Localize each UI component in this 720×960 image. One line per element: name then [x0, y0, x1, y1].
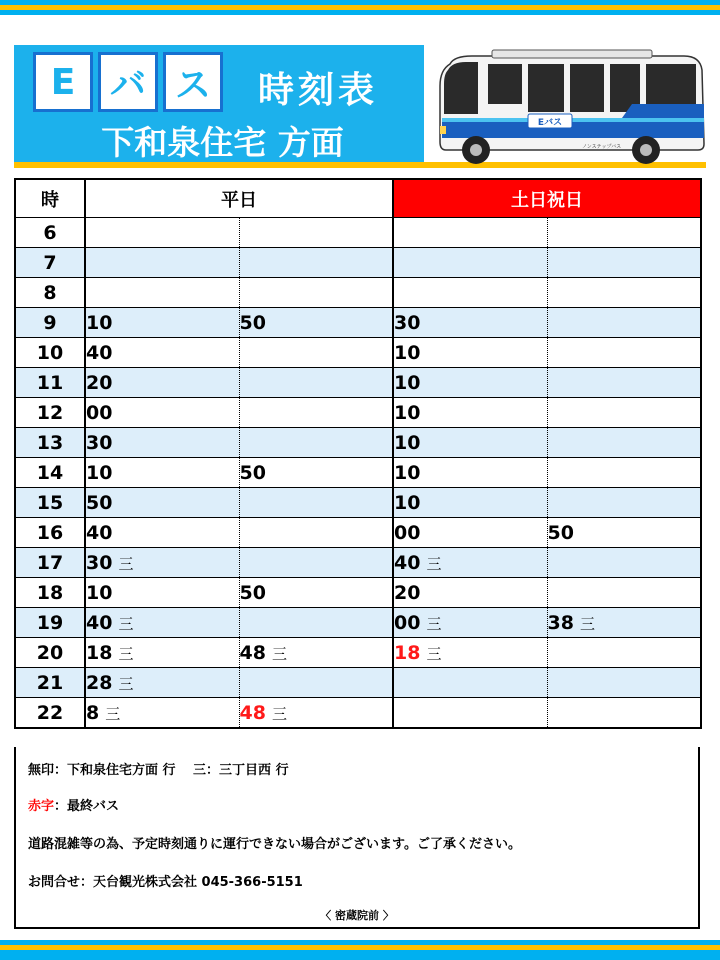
weekday-minute-cell	[239, 518, 393, 548]
minute-value: 10	[86, 311, 113, 334]
holiday-minute-cell	[393, 248, 547, 278]
minute-value: 50	[547, 521, 574, 544]
holiday-minute-cell	[393, 518, 547, 548]
minute-value: 40	[86, 521, 113, 544]
holiday-header: 土日祝日	[393, 179, 701, 218]
weekday-minute-cell	[239, 638, 393, 668]
weekday-header: 平日	[85, 179, 393, 218]
holiday-minute-cell	[547, 338, 701, 368]
timetable-row-9	[15, 308, 701, 338]
route-badge	[33, 52, 223, 112]
hour-cell: 14	[15, 458, 85, 488]
timetable-row-6	[15, 218, 701, 248]
last-bus-note	[28, 795, 119, 814]
minute-value: 50	[86, 491, 113, 514]
minute-value: 8	[86, 701, 100, 724]
hour-cell: 12	[15, 398, 85, 428]
disclaimer-note: 道路混雑等の為、予定時刻通りに運行できない場合がございます。ご了承ください。	[28, 837, 521, 852]
timetable-row-16	[15, 518, 701, 548]
weekday-minute-cell	[85, 368, 239, 398]
weekday-minute-cell	[85, 458, 239, 488]
minute-value: 18	[86, 641, 113, 664]
weekday-minute-cell	[85, 218, 239, 248]
minute-value: 50	[239, 461, 266, 484]
destination-mark: 三	[118, 614, 134, 633]
red-label-desc: ：最終バス	[54, 799, 120, 814]
weekday-minute-cell	[85, 308, 239, 338]
timetable-row-19	[15, 608, 701, 638]
minute-value: 20	[394, 581, 421, 604]
weekday-minute-cell	[85, 578, 239, 608]
timetable-row-15	[15, 488, 701, 518]
weekday-minute-cell	[85, 488, 239, 518]
stop-name: 〈 密蔵院前 〉	[320, 909, 394, 922]
holiday-minute-cell	[393, 278, 547, 308]
timetable-row-13	[15, 428, 701, 458]
weekday-minute-cell	[239, 668, 393, 698]
hour-cell: 7	[15, 248, 85, 278]
minute-value: 10	[394, 341, 421, 364]
holiday-minute-cell	[547, 308, 701, 338]
holiday-minute-cell	[393, 578, 547, 608]
timetable-row-12	[15, 398, 701, 428]
weekday-minute-cell	[239, 608, 393, 638]
hour-cell: 20	[15, 638, 85, 668]
badge-su: ス	[163, 52, 223, 112]
minute-value: 38	[547, 611, 574, 634]
hour-cell: 11	[15, 368, 85, 398]
weekday-minute-cell	[239, 368, 393, 398]
weekday-minute-cell	[239, 338, 393, 368]
hour-cell: 19	[15, 608, 85, 638]
minute-value: 48	[239, 701, 266, 724]
hour-header: 時	[15, 179, 85, 218]
weekday-minute-cell	[85, 608, 239, 638]
weekday-minute-cell	[239, 248, 393, 278]
hour-cell: 8	[15, 278, 85, 308]
destination-mark: 三	[426, 554, 442, 573]
holiday-minute-cell	[393, 338, 547, 368]
minute-value: 10	[394, 401, 421, 424]
weekday-minute-cell	[239, 488, 393, 518]
timetable-row-17	[15, 548, 701, 578]
minute-value: 00	[86, 401, 113, 424]
timetable-row-7	[15, 248, 701, 278]
minute-value: 18	[394, 641, 421, 664]
weekday-minute-cell	[239, 398, 393, 428]
holiday-minute-cell	[547, 368, 701, 398]
bus-illustration	[432, 48, 712, 166]
hour-cell: 22	[15, 698, 85, 729]
minute-value: 30	[394, 311, 421, 334]
holiday-minute-cell	[393, 398, 547, 428]
weekday-minute-cell	[239, 218, 393, 248]
weekday-minute-cell	[239, 698, 393, 729]
destination-mark: 三	[579, 614, 595, 633]
timetable-row-11	[15, 368, 701, 398]
bottom-stripe	[0, 940, 720, 960]
weekday-minute-cell	[85, 338, 239, 368]
minute-value: 10	[394, 461, 421, 484]
contact-note: お問合せ：天台観光株式会社 045-366-5151	[28, 875, 303, 890]
destination-mark: 三	[271, 644, 287, 663]
weekday-minute-cell	[239, 578, 393, 608]
timetable-header-row	[15, 179, 701, 218]
holiday-minute-cell	[393, 368, 547, 398]
weekday-minute-cell	[85, 668, 239, 698]
minute-value: 10	[86, 581, 113, 604]
destination-mark: 三	[118, 554, 134, 573]
weekday-minute-cell	[239, 308, 393, 338]
hour-cell: 21	[15, 668, 85, 698]
weekday-minute-cell	[85, 548, 239, 578]
minute-value: 40	[86, 341, 113, 364]
hour-cell: 18	[15, 578, 85, 608]
bus-side-text: ノンステップバス	[582, 144, 622, 150]
red-label: 赤字	[28, 799, 55, 814]
holiday-minute-cell	[393, 608, 547, 638]
minute-value: 40	[394, 551, 421, 574]
holiday-minute-cell	[393, 668, 547, 698]
minute-value: 20	[86, 371, 113, 394]
holiday-minute-cell	[547, 698, 701, 729]
holiday-minute-cell	[393, 698, 547, 729]
holiday-minute-cell	[547, 488, 701, 518]
holiday-minute-cell	[393, 308, 547, 338]
holiday-minute-cell	[547, 668, 701, 698]
minute-value: 10	[394, 431, 421, 454]
weekday-minute-cell	[85, 428, 239, 458]
timetable-row-18	[15, 578, 701, 608]
hour-cell: 16	[15, 518, 85, 548]
minute-value: 30	[86, 431, 113, 454]
holiday-minute-cell	[393, 488, 547, 518]
holiday-minute-cell	[547, 398, 701, 428]
badge-e: E	[33, 52, 93, 112]
weekday-minute-cell	[239, 428, 393, 458]
destination-mark: 三	[118, 674, 134, 693]
timetable-row-10	[15, 338, 701, 368]
minute-value: 10	[86, 461, 113, 484]
minute-value: 00	[394, 521, 421, 544]
holiday-minute-cell	[393, 218, 547, 248]
destination-mark: 三	[426, 644, 442, 663]
direction-title: 下和泉住宅 方面	[101, 123, 344, 162]
holiday-minute-cell	[393, 548, 547, 578]
timetable-row-14	[15, 458, 701, 488]
destination-mark: 三	[271, 704, 287, 723]
holiday-minute-cell	[547, 458, 701, 488]
holiday-minute-cell	[547, 218, 701, 248]
minute-value: 50	[239, 311, 266, 334]
weekday-minute-cell	[85, 638, 239, 668]
timetable	[14, 178, 700, 748]
minute-value: 48	[239, 641, 266, 664]
minute-value: 40	[86, 611, 113, 634]
hour-cell: 9	[15, 308, 85, 338]
hour-cell: 15	[15, 488, 85, 518]
hour-cell: 13	[15, 428, 85, 458]
holiday-minute-cell	[547, 638, 701, 668]
minute-value: 28	[86, 671, 113, 694]
weekday-minute-cell	[239, 548, 393, 578]
weekday-minute-cell	[239, 458, 393, 488]
timetable-grid	[14, 178, 702, 729]
holiday-minute-cell	[547, 518, 701, 548]
weekday-minute-cell	[85, 698, 239, 729]
page-title: 時刻表	[258, 70, 379, 111]
bus-sign-text: Eバス	[537, 118, 563, 128]
timetable-row-20	[15, 638, 701, 668]
destination-mark: 三	[118, 644, 134, 663]
legend-note: 無印：下和泉住宅方面 行 三：三丁目西 行	[28, 763, 289, 778]
holiday-minute-cell	[547, 608, 701, 638]
weekday-minute-cell	[85, 248, 239, 278]
hour-cell: 10	[15, 338, 85, 368]
notes-section	[14, 747, 700, 929]
weekday-minute-cell	[85, 278, 239, 308]
holiday-minute-cell	[547, 548, 701, 578]
weekday-minute-cell	[85, 518, 239, 548]
holiday-minute-cell	[393, 458, 547, 488]
hour-cell: 17	[15, 548, 85, 578]
holiday-minute-cell	[393, 428, 547, 458]
holiday-minute-cell	[547, 278, 701, 308]
holiday-minute-cell	[393, 638, 547, 668]
minute-value: 00	[394, 611, 421, 634]
holiday-minute-cell	[547, 248, 701, 278]
timetable-row-21	[15, 668, 701, 698]
minute-value: 10	[394, 491, 421, 514]
minute-value: 50	[239, 581, 266, 604]
weekday-minute-cell	[239, 278, 393, 308]
timetable-row-22	[15, 698, 701, 729]
badge-ba: バ	[98, 52, 158, 112]
minute-value: 10	[394, 371, 421, 394]
holiday-minute-cell	[547, 428, 701, 458]
timetable-row-8	[15, 278, 701, 308]
hour-cell: 6	[15, 218, 85, 248]
holiday-minute-cell	[547, 578, 701, 608]
destination-mark: 三	[105, 704, 121, 723]
weekday-minute-cell	[85, 398, 239, 428]
minute-value: 30	[86, 551, 113, 574]
destination-mark: 三	[426, 614, 442, 633]
top-stripe	[0, 0, 720, 20]
timetable-body	[15, 218, 701, 729]
